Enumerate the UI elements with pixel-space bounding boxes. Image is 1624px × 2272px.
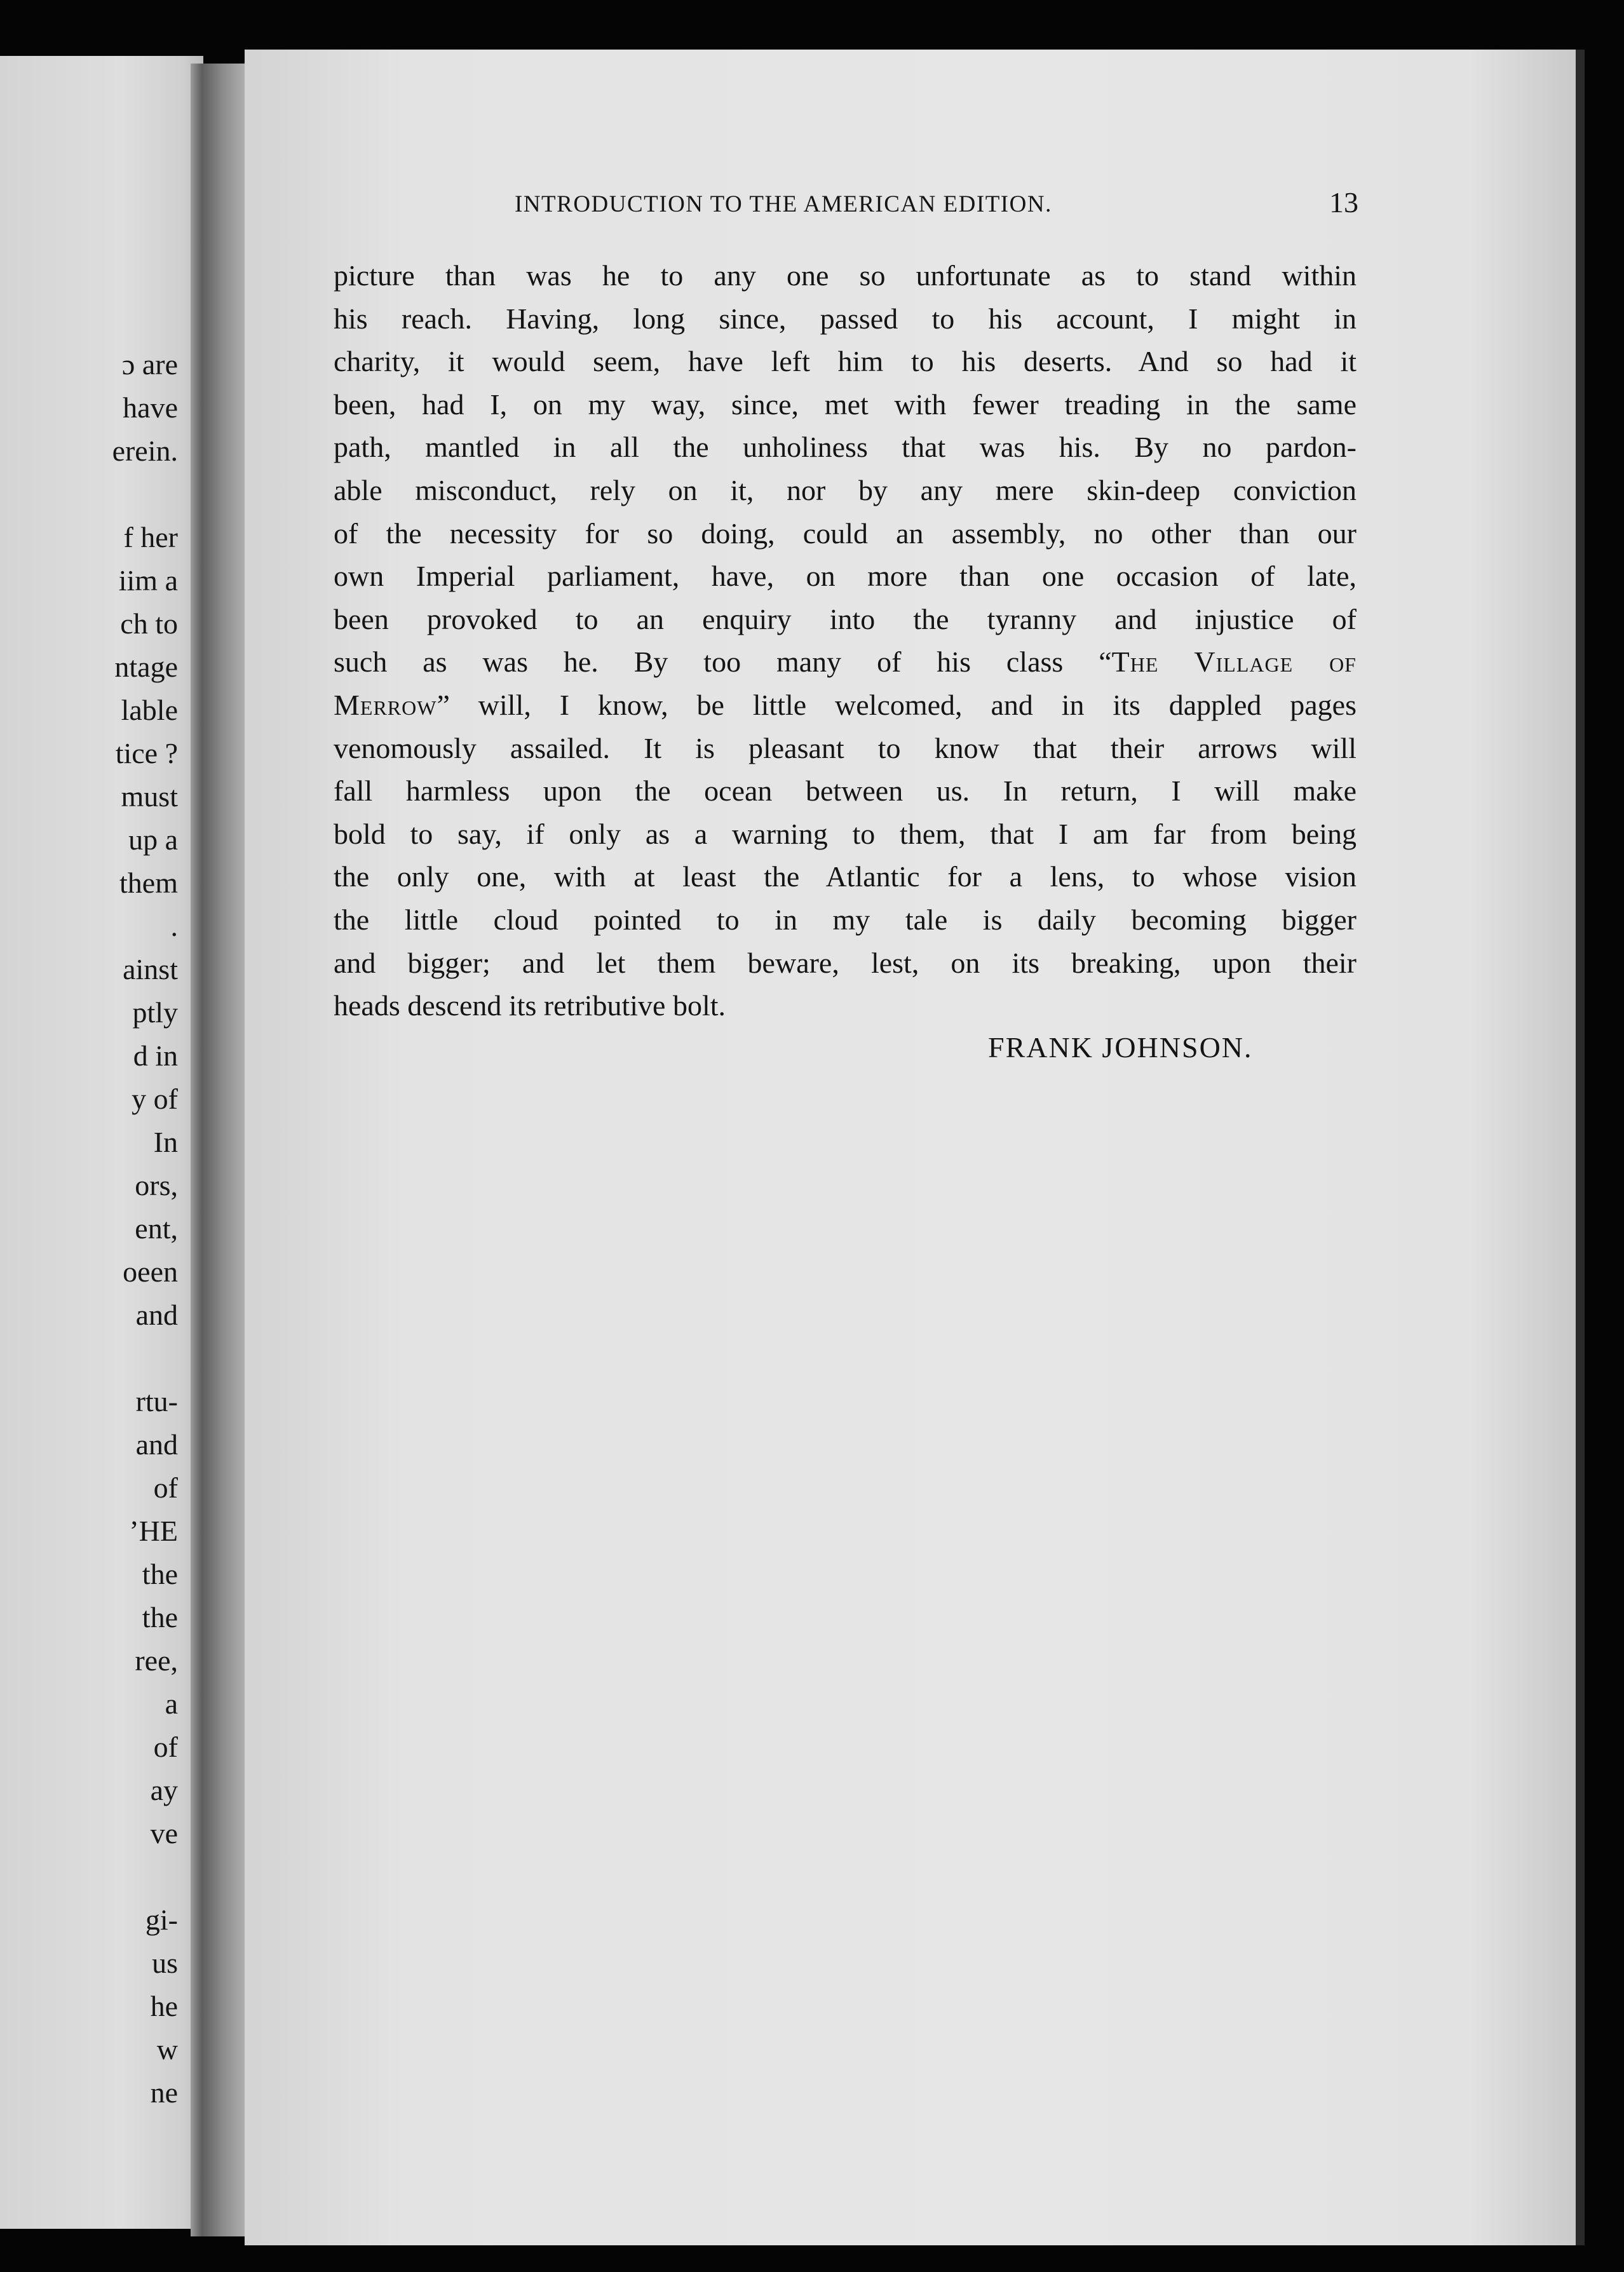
- previous-page-fragment: ve: [150, 1817, 178, 1849]
- small-caps-title: Merrow: [334, 688, 437, 721]
- previous-page-fragment: must: [121, 780, 178, 813]
- body-line: been, had I, on my way, since, met with fewer treading in the same: [334, 388, 1357, 421]
- body-line: fall harmless upon the ocean between us. In return, I will make: [334, 774, 1357, 808]
- body-line: able misconduct, rely on it, nor by any mere skin-deep conviction: [334, 473, 1357, 506]
- previous-page-fragment: ptly: [132, 996, 178, 1029]
- previous-page-text-fragments: [13, 343, 178, 2114]
- body-line: [334, 640, 1357, 684]
- previous-page-fragment: ʼHE: [129, 1515, 178, 1547]
- previous-page-fragment: and: [135, 1299, 178, 1331]
- previous-page-fragment: ainst: [123, 953, 178, 985]
- body-text-run: such as was he. By too many of his class “: [334, 646, 1112, 679]
- previous-page-fragment: f her: [123, 521, 178, 553]
- previous-page-fragment: y of: [132, 1083, 178, 1115]
- body-line: the little cloud pointed to in my tale is daily becoming bigger: [334, 903, 1357, 936]
- previous-page-fragment: ors,: [135, 1169, 178, 1201]
- book-gutter-shadow: [191, 64, 248, 2236]
- previous-page-fragment: [13, 473, 178, 516]
- body-line: picture than was he to any one so unfortunate as to stand within: [334, 259, 1357, 292]
- body-line: path, mantled in all the unholiness that was his. By no pardon-: [334, 431, 1357, 464]
- page-number: 13: [1329, 186, 1358, 219]
- previous-page-fragment: us: [152, 1947, 178, 1979]
- previous-page-fragment: a: [165, 1687, 178, 1720]
- previous-page-fragment: ch to: [120, 607, 178, 640]
- body-text: [334, 254, 1357, 1027]
- previous-page-fragment: the: [142, 1601, 178, 1633]
- previous-page-fragment: ay: [150, 1774, 178, 1806]
- body-line: and bigger; and let them beware, lest, on its breaking, upon their: [334, 946, 1357, 979]
- previous-page-fragment: have: [123, 391, 178, 424]
- previous-page-fragment: and: [135, 1428, 178, 1461]
- previous-page-fragment: them: [119, 867, 178, 899]
- previous-page-fragment: ɔ are: [121, 348, 178, 381]
- previous-page-fragment: [13, 1855, 178, 1898]
- previous-page-fragment: iim a: [118, 564, 178, 597]
- body-line: [334, 684, 1357, 727]
- previous-page-fragment: up a: [128, 823, 178, 856]
- body-line: been provoked to an enquiry into the tyranny and injustice of: [334, 602, 1357, 635]
- previous-page-fragment: [13, 1337, 178, 1380]
- previous-page-fragment: erein.: [112, 435, 178, 467]
- body-line: own Imperial parliament, have, on more than one occasion of late,: [334, 560, 1357, 593]
- previous-page-fragment: of: [153, 1731, 178, 1763]
- previous-page-fragment: ree,: [135, 1644, 178, 1677]
- body-text-run: ” will, I know, be little welcomed, and in its dappled pages: [436, 688, 1357, 721]
- body-line: his reach. Having, long since, passed to his account, I might in: [334, 302, 1357, 335]
- previous-page-fragment: oeen: [123, 1255, 178, 1288]
- previous-page-fragment: w: [156, 2033, 178, 2066]
- previous-page-edge: [0, 56, 203, 2229]
- small-caps-title: The Village of: [1111, 646, 1357, 679]
- running-head: INTRODUCTION TO THE AMERICAN EDITION.: [515, 191, 1052, 217]
- body-line: of the necessity for so doing, could an assembly, no other than our: [334, 517, 1357, 550]
- previous-page-fragment: of: [153, 1471, 178, 1504]
- previous-page-fragment: In: [153, 1126, 178, 1158]
- previous-page-fragment: gi-: [145, 1903, 178, 1936]
- body-line: charity, it would seem, have left him to his deserts. And so had it: [334, 345, 1357, 378]
- previous-page-fragment: he: [150, 1990, 178, 2022]
- author-signature: FRANK JOHNSON.: [988, 1031, 1253, 1064]
- previous-page-fragment: d in: [133, 1039, 178, 1072]
- body-line: heads descend its retributive bolt.: [334, 989, 726, 1022]
- previous-page-fragment: ne: [150, 2076, 178, 2109]
- previous-page-fragment: rtu-: [135, 1385, 178, 1417]
- previous-page-fragment: .: [170, 910, 178, 942]
- body-line: the only one, with at least the Atlantic for a lens, to whose vision: [334, 860, 1357, 893]
- previous-page-fragment: ent,: [135, 1212, 178, 1245]
- previous-page-fragment: tice ?: [115, 737, 178, 769]
- previous-page-fragment: the: [142, 1558, 178, 1590]
- body-line: bold to say, if only as a warning to them, that I am far from being: [334, 817, 1357, 850]
- body-line: venomously assailed. It is pleasant to know that their arrows will: [334, 731, 1357, 764]
- previous-page-fragment: lable: [121, 694, 178, 726]
- previous-page-fragment: ntage: [114, 651, 178, 683]
